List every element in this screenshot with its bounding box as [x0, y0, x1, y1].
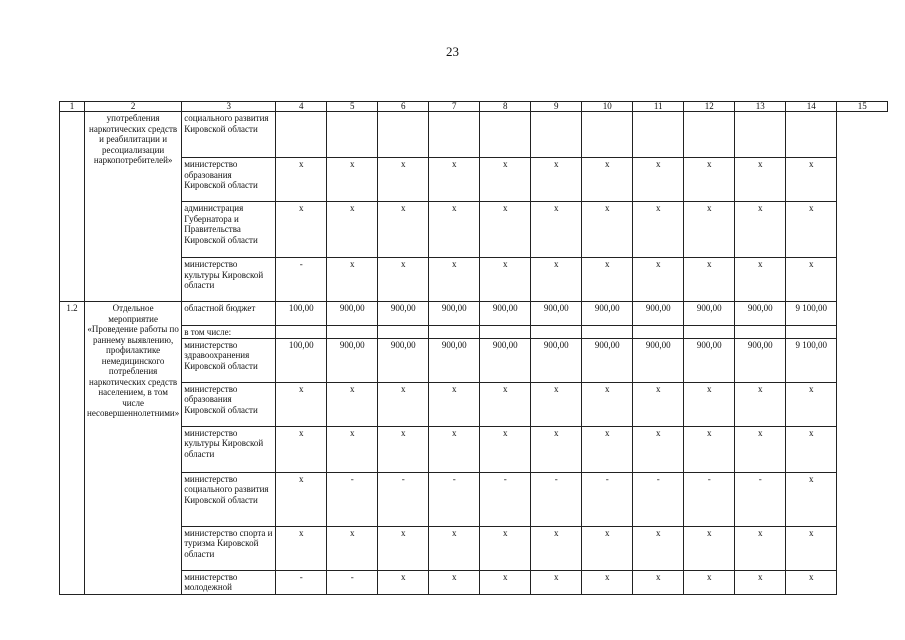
column-number: 12 — [684, 102, 735, 112]
amount-cell — [429, 112, 480, 158]
amount-cell: х — [684, 258, 735, 302]
responsible-executor: министерство здравоохранения Кировской области — [182, 338, 276, 382]
amount-cell — [276, 326, 327, 339]
amount-cell: х — [786, 258, 837, 302]
responsible-executor: министерство спорта и туризма Кировской области — [182, 526, 276, 570]
amount-cell: х — [327, 258, 378, 302]
item-code — [60, 112, 85, 302]
responsible-executor: министерство образования Кировской области — [182, 158, 276, 202]
amount-cell: х — [480, 202, 531, 258]
amount-cell: х — [276, 526, 327, 570]
amount-cell: - — [327, 472, 378, 526]
amount-cell: х — [378, 258, 429, 302]
column-number: 11 — [633, 102, 684, 112]
amount-cell: х — [684, 382, 735, 426]
amount-cell: х — [480, 158, 531, 202]
amount-cell — [633, 326, 684, 339]
responsible-executor: социального развития Кировской области — [182, 112, 276, 158]
amount-cell: х — [735, 202, 786, 258]
amount-cell: х — [429, 202, 480, 258]
amount-cell — [684, 326, 735, 339]
amount-cell: х — [633, 570, 684, 594]
amount-cell: 900,00 — [633, 338, 684, 382]
amount-cell: 900,00 — [735, 338, 786, 382]
amount-cell: 900,00 — [582, 338, 633, 382]
amount-cell: - — [276, 570, 327, 594]
column-number: 14 — [786, 102, 837, 112]
amount-cell: х — [429, 570, 480, 594]
amount-cell: - — [633, 472, 684, 526]
page-number: 23 — [446, 44, 459, 59]
table-row — [60, 158, 888, 202]
column-number: 2 — [85, 102, 182, 112]
table-row — [60, 526, 888, 570]
amount-cell: 900,00 — [582, 302, 633, 326]
amount-cell: 900,00 — [480, 338, 531, 382]
budget-table — [59, 101, 888, 595]
amount-cell: х — [378, 426, 429, 472]
amount-cell: х — [786, 202, 837, 258]
amount-cell — [735, 112, 786, 158]
column-number: 8 — [480, 102, 531, 112]
responsible-executor: министерство социального развития Кировской области — [182, 472, 276, 526]
amount-cell — [378, 112, 429, 158]
column-number: 7 — [429, 102, 480, 112]
amount-cell: х — [276, 472, 327, 526]
amount-cell: х — [684, 426, 735, 472]
amount-cell — [276, 112, 327, 158]
header-row — [60, 102, 888, 112]
amount-cell: х — [480, 570, 531, 594]
amount-cell: х — [276, 158, 327, 202]
amount-cell: х — [582, 426, 633, 472]
amount-cell: х — [531, 426, 582, 472]
amount-cell — [684, 112, 735, 158]
amount-cell: 900,00 — [684, 338, 735, 382]
amount-cell: х — [735, 426, 786, 472]
amount-cell: - — [735, 472, 786, 526]
amount-cell: х — [276, 426, 327, 472]
amount-cell — [480, 112, 531, 158]
amount-cell: х — [276, 382, 327, 426]
amount-cell: х — [633, 202, 684, 258]
table-body — [60, 102, 888, 595]
amount-cell: х — [735, 382, 786, 426]
amount-cell: х — [633, 382, 684, 426]
amount-cell: х — [378, 382, 429, 426]
amount-cell: х — [480, 258, 531, 302]
table-row — [60, 202, 888, 258]
amount-cell — [735, 326, 786, 339]
amount-cell: 100,00 — [276, 338, 327, 382]
amount-cell: - — [684, 472, 735, 526]
amount-cell: - — [480, 472, 531, 526]
amount-cell: х — [786, 472, 837, 526]
amount-cell: х — [531, 526, 582, 570]
amount-cell: х — [429, 382, 480, 426]
measure-name: употребления наркотических средств и реабилитации и ресоциализации наркопотребителей» — [85, 112, 182, 302]
item-code: 1.2 — [60, 302, 85, 595]
amount-cell: - — [327, 570, 378, 594]
amount-cell: х — [735, 258, 786, 302]
amount-cell: х — [582, 158, 633, 202]
amount-cell: х — [684, 202, 735, 258]
amount-cell: 900,00 — [531, 302, 582, 326]
amount-cell: х — [378, 202, 429, 258]
table-row — [60, 382, 888, 426]
amount-cell — [786, 326, 837, 339]
amount-cell: х — [684, 526, 735, 570]
amount-cell: х — [531, 382, 582, 426]
column-number: 15 — [837, 102, 888, 112]
amount-cell — [531, 112, 582, 158]
column-number: 5 — [327, 102, 378, 112]
amount-cell: х — [633, 426, 684, 472]
amount-cell: х — [327, 158, 378, 202]
table-row — [60, 472, 888, 526]
amount-cell: 9 100,00 — [786, 302, 837, 326]
amount-cell: х — [582, 526, 633, 570]
amount-cell — [582, 326, 633, 339]
amount-cell: х — [531, 158, 582, 202]
amount-cell: - — [276, 258, 327, 302]
amount-cell: х — [429, 426, 480, 472]
column-number: 13 — [735, 102, 786, 112]
amount-cell: х — [582, 570, 633, 594]
amount-cell: 900,00 — [735, 302, 786, 326]
amount-cell: 900,00 — [633, 302, 684, 326]
amount-cell: х — [786, 426, 837, 472]
amount-cell — [582, 112, 633, 158]
amount-cell: х — [786, 570, 837, 594]
measure-name: Отдельное мероприятие «Проведение работы по раннему выявлению, профилактике немедицинского потребления наркотических средств населением, в том числе несовершеннолетними» — [85, 302, 182, 595]
amount-cell — [480, 326, 531, 339]
amount-cell: х — [786, 158, 837, 202]
amount-cell: х — [531, 570, 582, 594]
amount-cell: х — [684, 570, 735, 594]
amount-cell: х — [378, 570, 429, 594]
column-number: 9 — [531, 102, 582, 112]
amount-cell — [786, 112, 837, 158]
amount-cell: х — [327, 526, 378, 570]
amount-cell: х — [327, 426, 378, 472]
responsible-executor: администрация Губернатора и Правительства Кировской области — [182, 202, 276, 258]
column-number: 3 — [182, 102, 276, 112]
amount-cell — [531, 326, 582, 339]
amount-cell: 900,00 — [429, 302, 480, 326]
amount-cell: х — [480, 526, 531, 570]
amount-cell: х — [480, 382, 531, 426]
table-row — [60, 338, 888, 382]
amount-cell: - — [531, 472, 582, 526]
table-row — [60, 570, 888, 594]
table-row — [60, 112, 888, 158]
amount-cell: х — [786, 526, 837, 570]
amount-cell: х — [633, 526, 684, 570]
responsible-executor: министерство образования Кировской области — [182, 382, 276, 426]
amount-cell: х — [582, 202, 633, 258]
table-row — [60, 426, 888, 472]
responsible-executor: министерство культуры Кировской области — [182, 426, 276, 472]
amount-cell: х — [735, 158, 786, 202]
amount-cell: х — [429, 526, 480, 570]
amount-cell: х — [633, 158, 684, 202]
amount-cell: х — [378, 158, 429, 202]
amount-cell: х — [327, 382, 378, 426]
amount-cell: 900,00 — [429, 338, 480, 382]
amount-cell: х — [378, 526, 429, 570]
responsible-executor: министерство молодежной — [182, 570, 276, 594]
amount-cell: х — [480, 426, 531, 472]
amount-cell: х — [633, 258, 684, 302]
amount-cell — [378, 326, 429, 339]
amount-cell: х — [582, 258, 633, 302]
amount-cell: 900,00 — [531, 338, 582, 382]
amount-cell: х — [582, 382, 633, 426]
amount-cell: х — [786, 382, 837, 426]
amount-cell: х — [684, 158, 735, 202]
amount-cell — [327, 112, 378, 158]
table-row — [60, 258, 888, 302]
amount-cell: х — [531, 202, 582, 258]
responsible-executor: областной бюджет — [182, 302, 276, 326]
amount-cell: 100,00 — [276, 302, 327, 326]
amount-cell: 900,00 — [378, 302, 429, 326]
amount-cell: 900,00 — [378, 338, 429, 382]
responsible-executor: в том числе: — [182, 326, 276, 339]
table-row — [60, 302, 888, 326]
amount-cell — [429, 326, 480, 339]
amount-cell — [327, 326, 378, 339]
table-row — [60, 326, 888, 339]
amount-cell: х — [735, 526, 786, 570]
amount-cell: 900,00 — [480, 302, 531, 326]
amount-cell: 900,00 — [684, 302, 735, 326]
responsible-executor: министерство культуры Кировской области — [182, 258, 276, 302]
amount-cell: х — [531, 258, 582, 302]
amount-cell: 9 100,00 — [786, 338, 837, 382]
amount-cell: х — [327, 202, 378, 258]
amount-cell — [633, 112, 684, 158]
amount-cell: 900,00 — [327, 338, 378, 382]
column-number: 6 — [378, 102, 429, 112]
amount-cell: х — [276, 202, 327, 258]
amount-cell: х — [429, 258, 480, 302]
column-number: 10 — [582, 102, 633, 112]
column-number: 4 — [276, 102, 327, 112]
amount-cell: - — [429, 472, 480, 526]
column-number: 1 — [60, 102, 85, 112]
amount-cell: - — [582, 472, 633, 526]
amount-cell: - — [378, 472, 429, 526]
amount-cell: 900,00 — [327, 302, 378, 326]
amount-cell: х — [735, 570, 786, 594]
amount-cell: х — [429, 158, 480, 202]
